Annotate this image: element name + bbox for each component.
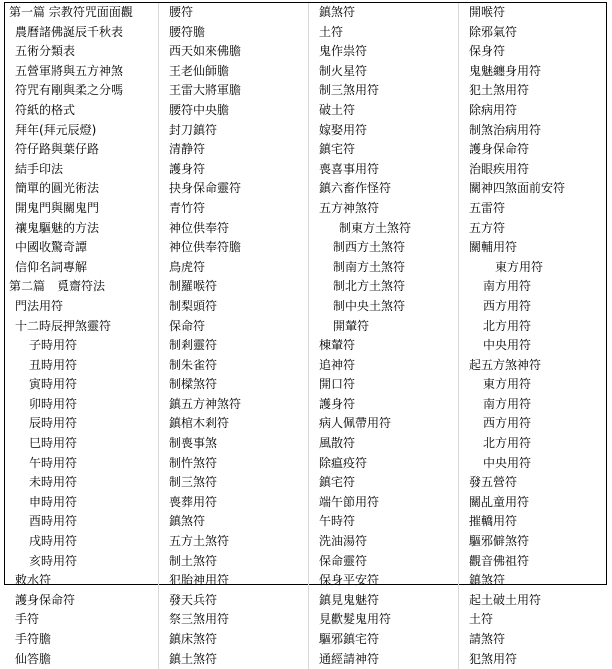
toc-entry: 喪喜事用符: [319, 161, 380, 176]
toc-entry: 制三煞符: [169, 475, 218, 490]
toc-entry: 中央用符: [483, 338, 532, 353]
toc-entry: 北方用符: [483, 318, 532, 333]
toc-entry: 制剎靈符: [169, 338, 218, 353]
toc-entry: 制中央土煞符: [333, 298, 406, 313]
toc-entry: 第一篇 宗教符咒面面觀: [9, 5, 133, 19]
toc-entry: 鳥虎符: [169, 259, 206, 274]
toc-entry: 護身保命符: [15, 592, 76, 607]
toc-entry: 端午節用符: [319, 494, 380, 509]
toc-entry: 申時用符: [29, 494, 78, 509]
toc-entry: 破土符: [319, 102, 356, 117]
toc-entry: 鎮棺木剎符: [169, 416, 230, 431]
toc-entry: 北方用符: [483, 436, 532, 451]
toc-entry: 制三煞用符: [319, 83, 380, 98]
toc-entry: 十二時辰押煞靈符: [15, 318, 112, 333]
table-of-contents: [4, 2, 607, 666]
toc-entry: 神位供奉符膽: [169, 240, 242, 255]
toc-entry: 五術分類表: [15, 44, 76, 59]
toc-entry: 辰時用符: [29, 416, 78, 431]
toc-entry: 東方用符: [495, 259, 544, 274]
toc-entry: 鎮土煞符: [169, 651, 218, 666]
toc-entry: 簡單的圓光術法: [15, 181, 100, 196]
toc-entry: 南方用符: [483, 396, 532, 411]
toc-entry: 除病用符: [469, 102, 518, 117]
toc-entry: 拜年(拜元辰燈): [15, 122, 97, 137]
toc-entry: 見歡髮鬼用符: [319, 612, 392, 627]
toc-entry: 中國收驚奇譚: [15, 240, 88, 255]
toc-entry: 午時用符: [29, 455, 78, 470]
toc-entry: 腰符中央膽: [169, 102, 230, 117]
toc-entry: 制土煞符: [169, 553, 218, 568]
toc-entry: 亥時用符: [29, 553, 78, 568]
toc-entry: 觀音佛祖符: [469, 553, 530, 568]
toc-entry: 五方神煞符: [319, 200, 380, 215]
toc-entry: 五營軍將與五方神煞: [15, 63, 124, 78]
toc-entry: 農曆諸佛誕辰千秋表: [15, 24, 124, 39]
toc-entry: 信仰名詞專解: [15, 259, 88, 274]
toc-entry: 關乩童用符: [469, 494, 530, 509]
toc-column-4: [458, 3, 606, 669]
toc-entry: 鎮宅符: [319, 142, 356, 157]
toc-entry: 符仔路與葉仔路: [15, 142, 100, 157]
toc-entry: 祭三煞用符: [169, 612, 230, 627]
toc-entry: 五方符: [469, 220, 506, 235]
toc-entry: 關神四煞面前安符: [469, 181, 566, 196]
toc-entry: 禳鬼驅魅的方法: [15, 220, 100, 235]
toc-entry: 摧轎用符: [469, 514, 518, 529]
toc-entry: 發天兵符: [169, 592, 218, 607]
toc-entry: 仙答膽: [15, 651, 52, 666]
toc-entry: 巳時用符: [29, 436, 78, 451]
toc-entry: 開喉符: [469, 5, 506, 19]
toc-entry: 西方用符: [483, 416, 532, 431]
toc-entry: 洗油湯符: [319, 534, 368, 549]
toc-entry: 五方土煞符: [169, 534, 230, 549]
toc-entry: 鬼魅纏身用符: [469, 63, 542, 78]
toc-entry: 開口符: [319, 377, 356, 392]
toc-entry: 未時用符: [29, 475, 78, 490]
toc-entry: 南方用符: [483, 279, 532, 294]
toc-entry: 中央用符: [483, 455, 532, 470]
toc-entry: 開鬼門與關鬼門: [15, 200, 100, 215]
toc-entry: 風散符: [319, 436, 356, 451]
toc-entry: 鎮煞符: [169, 514, 206, 529]
toc-entry: 丑時用符: [29, 357, 78, 372]
toc-entry: 符紙的格式: [15, 102, 76, 117]
toc-entry: 鎮床煞符: [169, 632, 218, 646]
toc-entry: 王雷大將軍膽: [169, 83, 242, 98]
toc-entry: 戌時用符: [29, 534, 78, 549]
toc-column-1: [5, 3, 158, 669]
toc-entry: 鎮煞符: [319, 5, 356, 19]
toc-entry: 保身平安符: [319, 573, 380, 588]
toc-entry: 王老仙師膽: [169, 63, 230, 78]
toc-entry: 制火星符: [319, 63, 368, 78]
toc-entry: 鎮見鬼魅符: [319, 592, 380, 607]
toc-entry: 除瘟疫符: [319, 455, 368, 470]
toc-entry: 敕水符: [15, 573, 52, 588]
toc-entry: 制梨頭符: [169, 298, 218, 313]
toc-entry: 護身符: [319, 396, 356, 411]
toc-entry: 腰符膽: [169, 24, 206, 39]
toc-entry: 起土破土用符: [469, 592, 542, 607]
toc-entry: 棟輦符: [319, 338, 356, 353]
toc-entry: 關輔用符: [469, 240, 518, 255]
toc-entry: 手符: [15, 612, 40, 627]
toc-entry: 驅邪僻煞符: [469, 534, 530, 549]
toc-entry: 東方用符: [483, 377, 532, 392]
toc-entry: 西天如來佛膽: [169, 44, 242, 59]
toc-entry: 鎮宅符: [319, 475, 356, 490]
toc-entry: 請煞符: [469, 632, 506, 646]
toc-entry: 護身符: [169, 161, 206, 176]
toc-entry: 午時符: [319, 514, 356, 529]
toc-entry: 保身符: [469, 44, 506, 59]
toc-entry: 嫁娶用符: [319, 122, 368, 137]
toc-entry: 鎮五方神煞符: [169, 396, 242, 411]
toc-entry: 通經請神符: [319, 651, 380, 666]
toc-entry: 制東方土煞符: [339, 220, 412, 235]
toc-entry: 青竹符: [169, 200, 206, 215]
toc-entry: 制喪事煞: [169, 436, 218, 451]
toc-entry: 五雷符: [469, 200, 506, 215]
toc-entry: 西方用符: [483, 298, 532, 313]
toc-entry: 犯胎神用符: [169, 573, 230, 588]
toc-entry: 制朱雀符: [169, 357, 218, 372]
toc-entry: 第二篇 覓齋符法: [9, 279, 106, 294]
toc-entry: 追神符: [319, 357, 356, 372]
toc-entry: 制忤煞符: [169, 455, 218, 470]
toc-entry: 制樑煞符: [169, 377, 218, 392]
toc-entry: 手符膽: [15, 632, 52, 646]
toc-entry: 腰符: [169, 5, 194, 19]
toc-entry: 喪葬用符: [169, 494, 218, 509]
toc-column-3: [308, 3, 458, 669]
toc-entry: 制煞治病用符: [469, 122, 542, 137]
toc-entry: 發五營符: [469, 475, 518, 490]
toc-entry: 神位供奉符: [169, 220, 230, 235]
toc-entry: 寅時用符: [29, 377, 78, 392]
toc-entry: 卯時用符: [29, 396, 78, 411]
toc-entry: 土符: [319, 24, 344, 39]
toc-entry: 鎮六畜作怪符: [319, 181, 392, 196]
toc-entry: 犯土煞用符: [469, 83, 530, 98]
toc-entry: 制西方土煞符: [333, 240, 406, 255]
toc-entry: 酉時用符: [29, 514, 78, 529]
toc-entry: 治眼疾用符: [469, 161, 530, 176]
toc-entry: 病人佩帶用符: [319, 416, 392, 431]
toc-entry: 犯煞用符: [469, 651, 518, 666]
toc-entry: 結手印法: [15, 161, 64, 176]
toc-entry: 制北方土煞符: [333, 279, 406, 294]
toc-entry: 封刀鎮符: [169, 122, 218, 137]
toc-entry: 除邪氣符: [469, 24, 518, 39]
toc-entry: 土符: [469, 612, 494, 627]
toc-column-2: [158, 3, 308, 669]
toc-entry: 子時用符: [29, 338, 78, 353]
toc-entry: 抉身保命靈符: [169, 181, 242, 196]
toc-entry: 保命靈符: [319, 553, 368, 568]
toc-entry: 護身保命符: [469, 142, 530, 157]
toc-entry: 鎮煞符: [469, 573, 506, 588]
toc-entry: 起五方煞神符: [469, 357, 542, 372]
toc-entry: 符咒有剛與柔之分嗎: [15, 83, 124, 98]
toc-entry: 保命符: [169, 318, 206, 333]
toc-entry: 清静符: [169, 142, 206, 157]
toc-entry: 鬼作祟符: [319, 44, 368, 59]
toc-entry: 開輦符: [333, 318, 370, 333]
toc-entry: 制羅喉符: [169, 279, 218, 294]
toc-entry: 制南方土煞符: [333, 259, 406, 274]
toc-entry: 門法用符: [15, 298, 64, 313]
toc-entry: 驅邪鎮宅符: [319, 632, 380, 646]
